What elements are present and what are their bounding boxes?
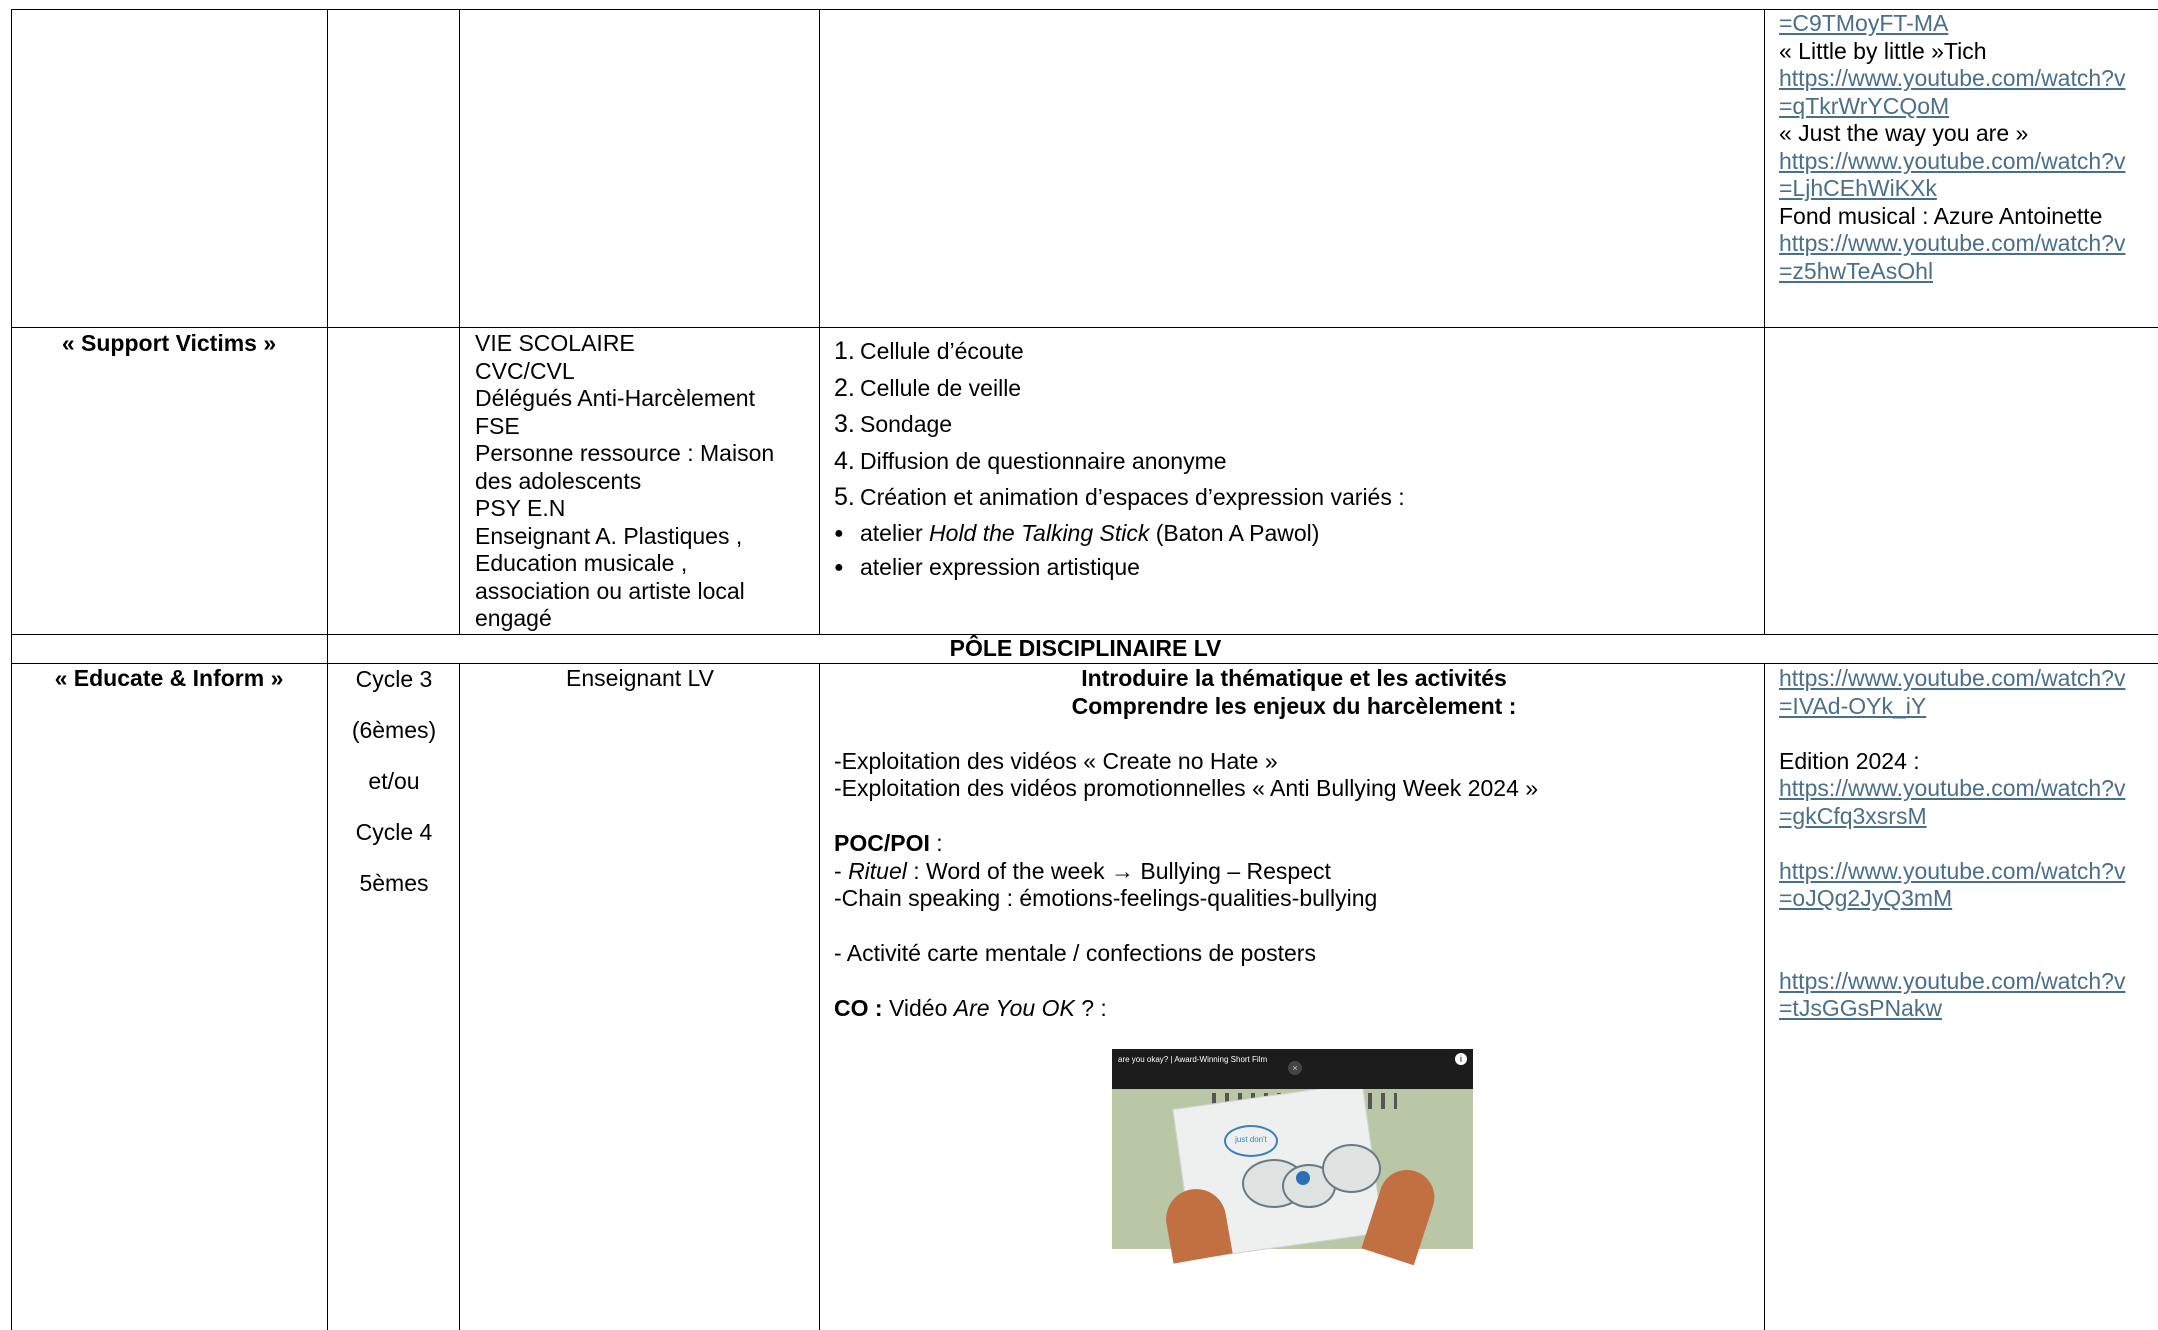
song-title: « Little by little »Tich [1779,37,1987,64]
resource-link[interactable]: https://www.youtube.com/watch?v [1779,230,2126,256]
video-line: -Exploitation des vidéos « Create no Hate » [834,747,1278,774]
actor-line: PSY E.N [475,495,566,521]
resource-link[interactable]: https://www.youtube.com/watch?v [1779,967,2126,994]
table-left-border [11,9,12,1330]
actor-line: FSE [475,412,520,439]
video-line: -Exploitation des vidéos promotionnelles « Anti Bullying Week 2024 » [834,775,1539,801]
activite-line: - Activité carte mentale / confections de posters [834,940,1316,966]
col-divider-3b [819,663,820,1330]
info-icon[interactable]: i [1455,1053,1467,1065]
row-divider-1 [11,327,2158,328]
cycle-line: (6èmes) [351,717,437,743]
row3-title [13,665,325,693]
col-divider-1b [327,9,328,634]
row1-resources [1779,10,2149,285]
actor-line: Délégués Anti-Harcèlement [475,385,755,411]
educate-inform-title: « Educate & Inform » [54,665,284,691]
actor-line: VIE SCOLAIRE [475,330,635,356]
row3-actor [461,665,819,693]
bullet-icon: ● [834,558,844,576]
col-divider-3 [819,9,820,634]
resource-link[interactable]: =IVAd-OYk_iY [1779,692,1927,719]
cycle-line: Cycle 3 [355,666,433,692]
row3-actions [834,665,1754,1023]
row3-cycle [329,654,459,909]
rituel-line: - Rituel : Word of the week → Bullying – Respect [834,857,1331,884]
resource-link[interactable]: =LjhCEhWiKXk [1779,175,1937,201]
col-divider-4 [1764,9,1765,634]
character-eye [1296,1171,1310,1185]
character-blob [1322,1144,1381,1193]
pole-disciplinaire-title: PÔLE DISCIPLINAIRE LV [949,635,1222,661]
resource-link[interactable]: https://www.youtube.com/watch?v [1779,665,2126,691]
resource-link[interactable]: https://www.youtube.com/watch?v [1779,775,2126,801]
song-title: « Just the way you are » [1779,120,2029,146]
col-divider-4b [1764,663,1765,1330]
co-line: CO : Vidéo Are You OK ? : [834,995,1107,1021]
actor-line: CVC/CVL [475,357,575,384]
resource-link[interactable]: =z5hwTeAsOhl [1779,257,1934,284]
actor-line: association ou artiste local [475,577,745,604]
actor-line: engagé [475,605,552,631]
heading-introduire: Introduire la thématique et les activités [1081,665,1507,691]
col-divider-2b [459,663,460,1330]
poc-line: POC/POI : [834,830,943,856]
resource-link[interactable]: https://www.youtube.com/watch?v [1779,147,2126,174]
row3-resources [1779,665,2149,1023]
resource-link[interactable]: =tJsGGsPNakw [1779,995,1942,1021]
song-title: Fond musical : Azure Antoinette [1779,202,2103,229]
cycle-line: 5èmes [359,870,429,896]
edition-label: Edition 2024 : [1779,747,1920,774]
row2-actions [834,333,1754,584]
actor-line: Education musicale , [475,550,688,576]
bullet-item: ● atelier Hold the Talking Stick (Baton A Pawol) [834,516,1754,550]
resource-link[interactable]: =oJQg2JyQ3mM [1779,885,1953,911]
resource-link[interactable]: https://www.youtube.com/watch?v [1779,857,2126,884]
actor-line: Enseignant A. Plastiques , [475,522,743,549]
actor-line: des adolescents [475,467,642,494]
support-victims-title: « Support Victims » [61,330,277,356]
video-thumbnail[interactable] [1112,1049,1473,1249]
resource-link[interactable]: =qTkrWrYCQoM [1779,92,1950,119]
resource-link[interactable]: =C9TMoyFT-MA [1779,10,1949,36]
row2-title [13,330,325,358]
close-icon[interactable]: × [1288,1061,1302,1075]
numbered-item: 3. Sondage [834,410,953,438]
actor-line: Personne ressource : Maison [475,440,775,466]
row2-actors [475,330,815,633]
video-title: are you okay? | Award-Winning Short Film [1118,1055,1268,1064]
cycle-line: Cycle 4 [355,819,433,845]
col-divider-2 [459,9,460,634]
numbered-item: 4. Diffusion de questionnaire anonyme [834,446,1227,475]
bullet-icon: ● [834,524,844,542]
numbered-item: 1. Cellule d’écoute [834,337,1024,365]
video-title-bar [1112,1049,1473,1089]
enseignant-lv: Enseignant LV [566,665,714,691]
resource-link[interactable]: https://www.youtube.com/watch?v [1779,65,2126,91]
bullet-item: ● atelier expression artistique [834,550,1754,584]
speech-bubble: just don't [1224,1125,1278,1157]
resource-link[interactable]: =gkCfq3xsrsM [1779,802,1927,829]
numbered-item: 5. Création et animation d’espaces d’expression variés : [834,483,1405,511]
heading-comprendre: Comprendre les enjeux du harcèlement : [1071,692,1517,719]
chain-line: -Chain speaking : émotions-feelings-qualities-bullying [834,885,1378,911]
numbered-item: 2. Cellule de veille [834,373,1022,402]
cycle-line: et/ou [368,768,420,794]
